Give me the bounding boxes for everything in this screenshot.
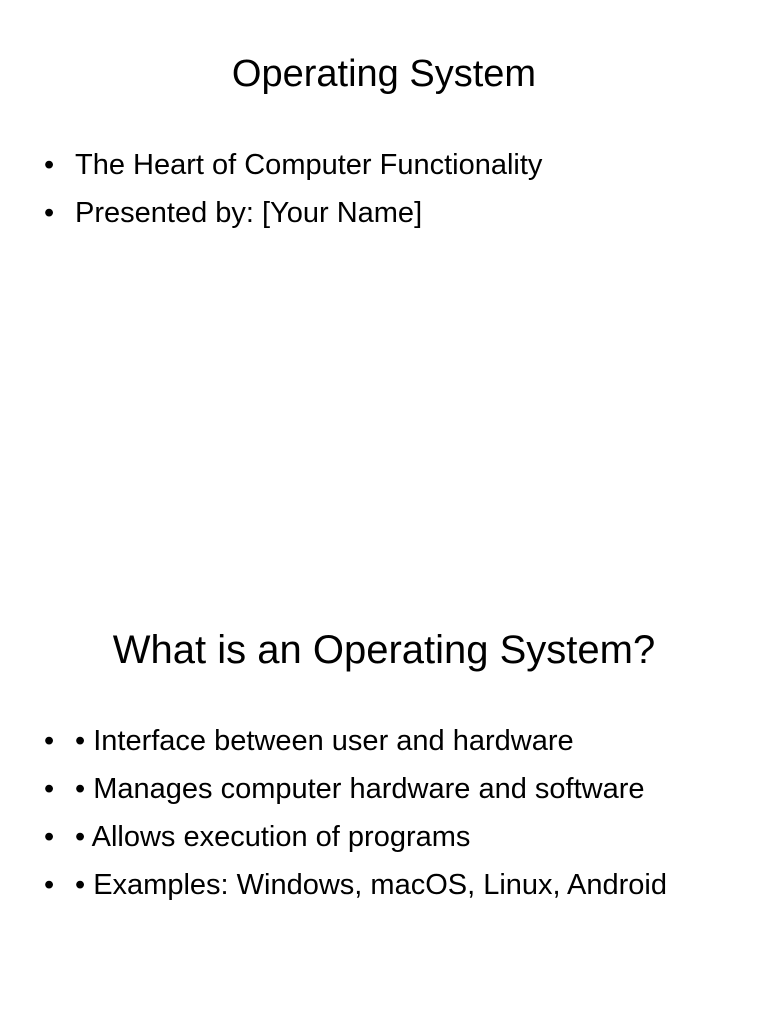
list-item [44, 141, 748, 189]
bullet-icon: • [44, 821, 55, 853]
bullet-icon: • [44, 197, 55, 229]
bullet-text: • Examples: Windows, macOS, Linux, Android [75, 869, 668, 901]
list-item [44, 861, 748, 909]
bullet-text: The Heart of Computer Functionality [75, 149, 543, 181]
slide-2 [0, 576, 768, 1024]
list-item [44, 189, 748, 237]
bullet-list [44, 717, 748, 909]
bullet-text: • Allows execution of programs [75, 821, 471, 853]
bullet-text: Presented by: [Your Name] [75, 197, 423, 229]
bullet-icon: • [44, 725, 55, 757]
slide-title: What is an Operating System? [112, 628, 656, 672]
bullet-text: • Manages computer hardware and software [75, 773, 645, 805]
bullet-icon: • [44, 773, 55, 805]
bullet-icon: • [44, 149, 55, 181]
list-item [44, 717, 748, 765]
bullet-icon: • [44, 869, 55, 901]
slide-title: Operating System [231, 53, 537, 95]
bullet-text: • Interface between user and hardware [75, 725, 574, 757]
list-item [44, 813, 748, 861]
bullet-list [44, 141, 748, 237]
list-item [44, 765, 748, 813]
